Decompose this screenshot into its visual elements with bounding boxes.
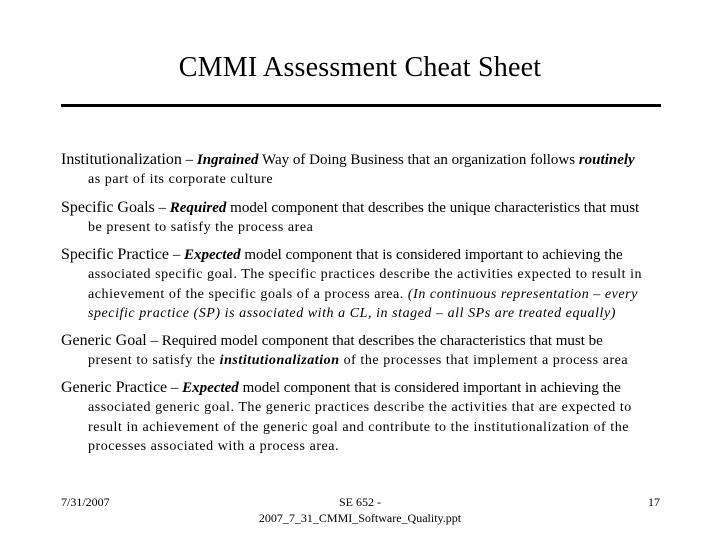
entry-term: Specific Practice (61, 246, 169, 263)
entry-continuation: result in achievement of the generic goal and contribute to the institutionalization of the (88, 419, 630, 435)
entry-emphasis: routinely (578, 152, 635, 168)
entry-continuation: processes associated with a process area. (88, 439, 340, 454)
entry-continuation: associated specific goal. The specific practices describe the activities expected to result in (88, 267, 643, 282)
entry-term: Generic Practice (61, 379, 168, 396)
title-divider (61, 104, 661, 107)
entry-note: specific practice (SP) is associated with a CL, in staged – all SPs are treated equally) (88, 306, 616, 321)
entry-specific-goals (61, 198, 689, 238)
entry-continuation: as part of its corporate culture (88, 172, 274, 187)
footer-date: 7/31/2007 (61, 495, 110, 509)
entry-first-line: Generic Goal – Required model component that describes the characteristics that must be (61, 332, 603, 349)
entry-term: Institutionalization (61, 151, 182, 168)
entry-emphasis: Expected (182, 380, 239, 396)
entry-first-line: Institutionalization – Ingrained Way of Doing Business that an organization follows routinely (61, 151, 635, 168)
slide-title: CMMI Assessment Cheat Sheet (178, 52, 542, 83)
entry-first-line: Specific Practice – Expected model component that is considered important to achieving the (61, 246, 623, 263)
entry-first-line: Generic Practice – Expected model component that is considered important in achieving the (61, 379, 621, 396)
footer-filename: 2007_7_31_CMMI_Software_Quality.ppt (258, 511, 462, 525)
entry-term: Generic Goal (61, 332, 147, 349)
footer-course-line: SE 652 - (339, 495, 381, 509)
entry-institutionalization (61, 150, 689, 190)
entry-emphasis: institutionalization (219, 353, 340, 368)
entry-continuation (88, 304, 689, 324)
entry-generic-practice (61, 378, 689, 457)
entry-continuation: present to satisfy the institutionalization of the processes that implement a process area (88, 353, 629, 368)
footer-page-number: 17 (648, 495, 660, 509)
entry-term: Specific Goals (61, 199, 155, 216)
entry-continuation: achievement of the specific goals of a process area. (In continuous representation – every (88, 286, 638, 302)
entry-continuation: be present to satisfy the process area (88, 220, 314, 235)
entry-first-line: Specific Goals – Required model component that describes the unique characteristics that must (61, 199, 640, 216)
entry-generic-goal (61, 331, 689, 371)
entry-emphasis: Ingrained (196, 152, 259, 168)
entry-emphasis: Required (169, 200, 227, 216)
footer-course (0, 494, 720, 526)
entry-emphasis: Expected (183, 247, 241, 263)
entry-specific-practice (61, 245, 689, 324)
entry-continuation: associated generic goal. The generic practices describe the activities that are expected to (88, 400, 632, 415)
entry-note: (In continuous representation – every (407, 286, 638, 302)
